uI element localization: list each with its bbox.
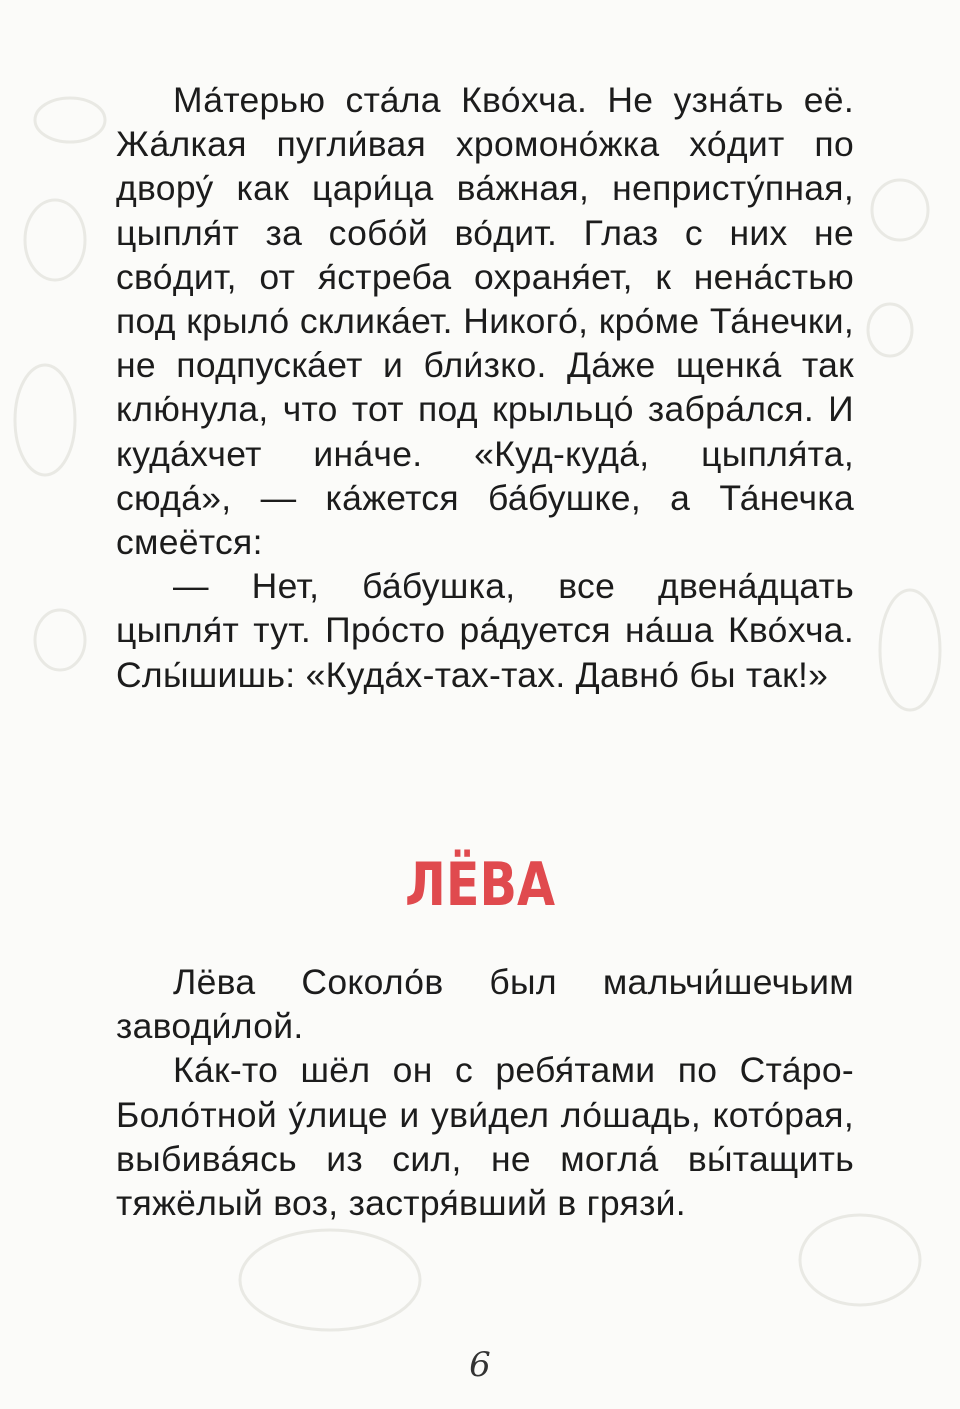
- story-kvokhcha-text: [116, 78, 854, 697]
- paragraph: Ка́к-то шёл он с ребя́тами по Ста́ро-Боло́тной у́лице и уви́дел ло́шадь, кото́рая, выбива́ясь из сил, не могла́ вы́тащить тяжёлый воз, застря́вший в грязи́.: [116, 1050, 854, 1224]
- paragraph: Лёва Соколо́в был мальчи́шечьим заводи́лой.: [116, 962, 854, 1047]
- page-number: 6: [469, 1345, 491, 1385]
- paragraph: — Нет, ба́бушка, все двена́дцать цыпля́т тут. Про́сто ра́дуется на́ша Кво́хча. Слы́шишь: «Куда́х-тах-тах. Давно́ бы так!»: [116, 566, 854, 695]
- story-leva-text: [116, 960, 854, 1225]
- chapter-heading: ЛЁВА: [404, 850, 556, 920]
- paragraph: Ма́терью ста́ла Кво́хча. Не узна́ть её. Жа́лкая пугли́вая хромоно́жка хо́дит по двору́ как цари́ца ва́жная, непристу́пная, цыпля́т за собо́й во́дит. Глаз с них не сво́дит, от я́стреба охраня́ет, к нена́стью под крыло́ скликáет. Никого́, кро́ме Та́нечки, не подпускáет и бли́зко. Да́же щенка́ так клю́нула, что тот под крыльцо́ забра́лся. И куда́хчет ина́че. «Куд-куда́, цыпля́та, сюда́», — ка́жется ба́бушке, а Та́нечка смеётся:: [116, 80, 854, 563]
